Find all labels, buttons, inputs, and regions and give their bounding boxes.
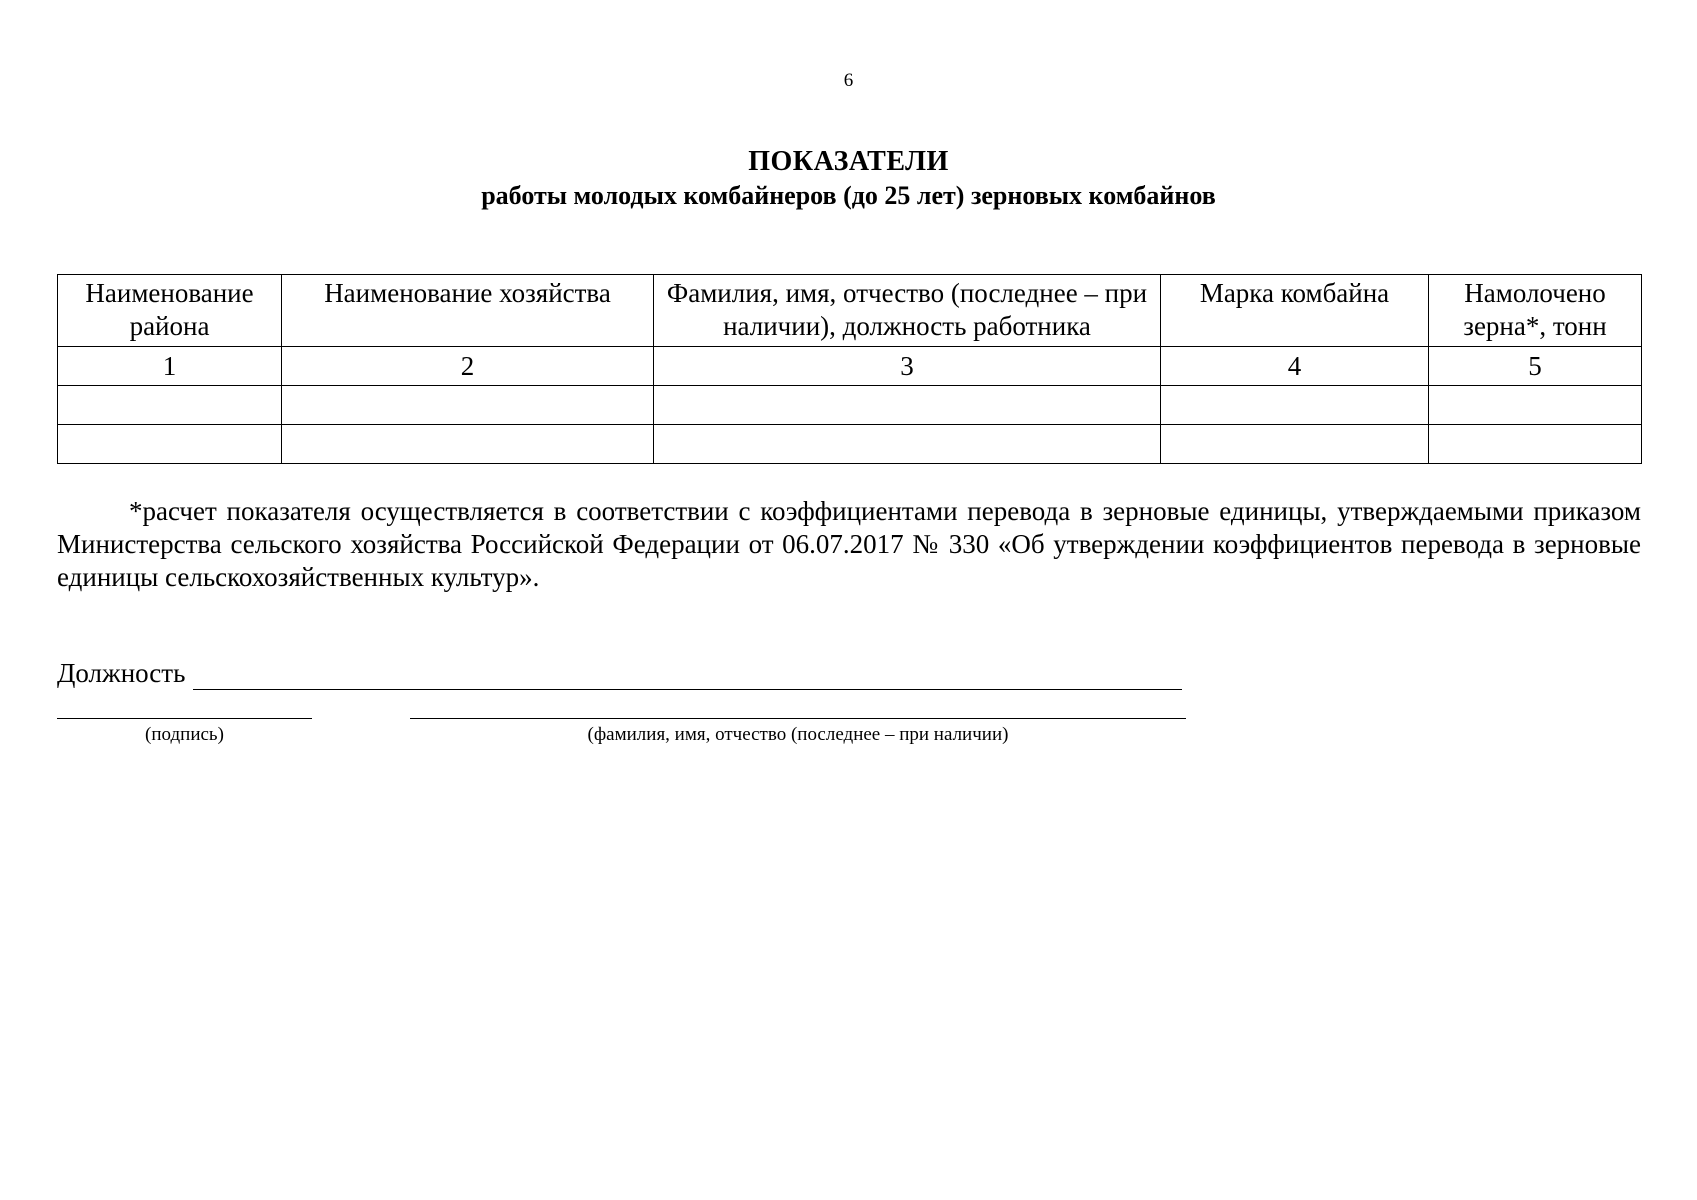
table-cell bbox=[1429, 386, 1642, 425]
table-cell bbox=[1161, 386, 1429, 425]
table-cell bbox=[58, 425, 282, 464]
header-employee-name: Фамилия, имя, отчество (последнее – при наличии), должность работника bbox=[654, 275, 1161, 347]
indicators-table bbox=[57, 274, 1642, 464]
signature-caption: (подпись) bbox=[145, 724, 224, 745]
position-blank-line bbox=[193, 661, 1182, 690]
table-cell bbox=[58, 386, 282, 425]
table-header-row bbox=[58, 275, 1642, 347]
full-name-caption: (фамилия, имя, отчество (последнее – при наличии) bbox=[587, 724, 1009, 745]
column-number: 4 bbox=[1161, 347, 1429, 386]
header-district-name: Наименование района bbox=[58, 275, 282, 347]
footnote: *расчет показателя осуществляется в соответствии с коэффициентами перевода в зерновые единицы, утверждаемыми приказом Министерства сельского хозяйства Российской Федерации от 06.07.2017 № 330 «Об утверждении коэффициентов перевода в зерновые единицы сельскохозяйственных культур». bbox=[57, 496, 1641, 592]
signature-blank-line bbox=[57, 718, 312, 719]
table-cell bbox=[654, 386, 1161, 425]
table-cell bbox=[282, 425, 654, 464]
document-heading bbox=[0, 145, 1697, 213]
header-farm-name: Наименование хозяйства bbox=[282, 275, 654, 347]
column-number: 5 bbox=[1429, 347, 1642, 386]
document-title: ПОКАЗАТЕЛИ bbox=[748, 146, 949, 177]
column-number: 3 bbox=[654, 347, 1161, 386]
column-number-row bbox=[58, 347, 1642, 386]
table-row bbox=[58, 425, 1642, 464]
table-cell bbox=[1161, 425, 1429, 464]
table-cell bbox=[282, 386, 654, 425]
position-field bbox=[57, 657, 1182, 690]
document-subtitle: работы молодых комбайнеров (до 25 лет) зерновых комбайнов bbox=[481, 181, 1216, 210]
header-combine-brand: Марка комбайна bbox=[1161, 275, 1429, 347]
column-number: 2 bbox=[282, 347, 654, 386]
header-grain-threshed: Намолочено зерна*, тонн bbox=[1429, 275, 1642, 347]
position-label: Должность bbox=[57, 658, 186, 688]
full-name-blank-line bbox=[410, 718, 1186, 719]
table-cell bbox=[654, 425, 1161, 464]
page-number: 6 bbox=[843, 70, 854, 91]
table-row bbox=[58, 386, 1642, 425]
table-cell bbox=[1429, 425, 1642, 464]
column-number: 1 bbox=[58, 347, 282, 386]
